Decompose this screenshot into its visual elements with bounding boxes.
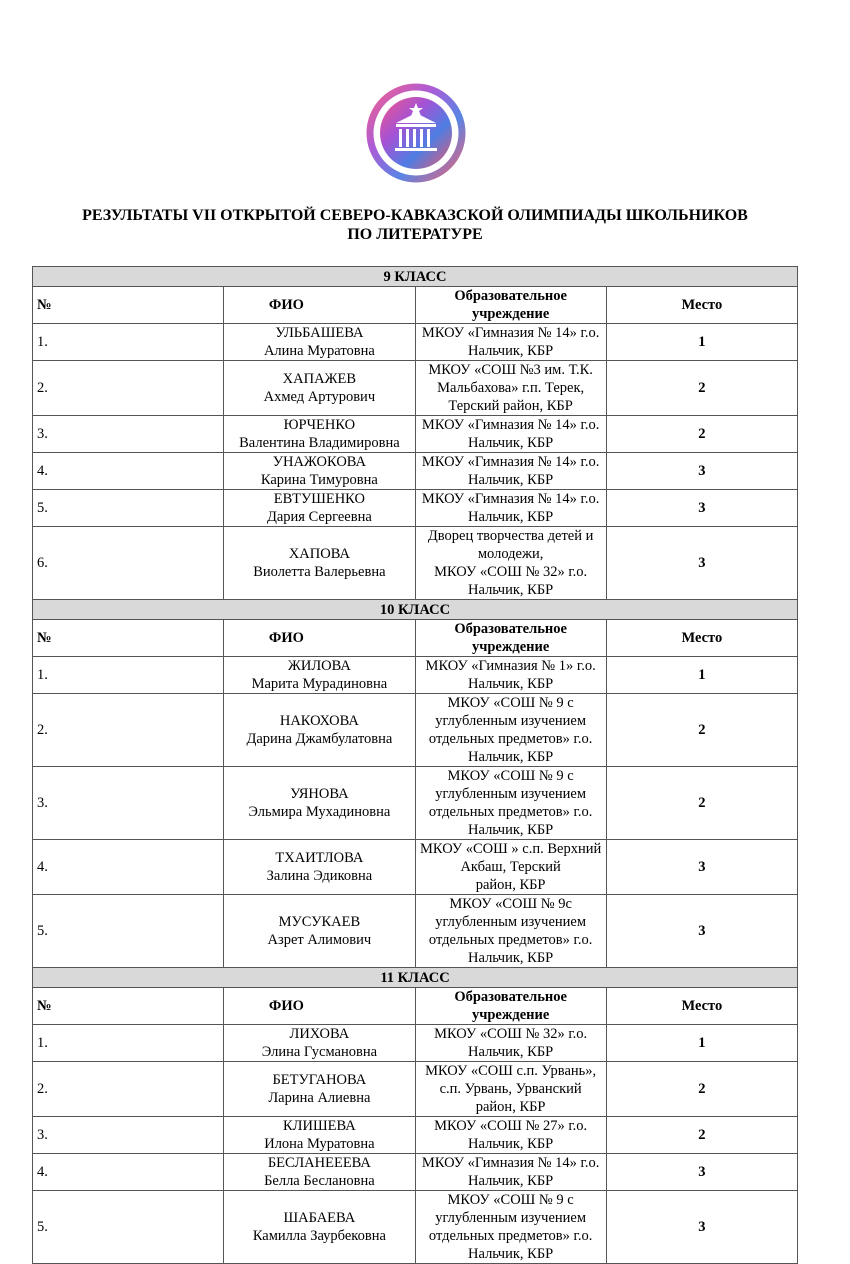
section-title: 9 КЛАСС bbox=[33, 267, 798, 287]
participant-fio bbox=[224, 324, 415, 361]
participant-given-name: Дарина Джамбулатовна bbox=[246, 731, 393, 747]
participant-surname: ЮРЧЕНКО bbox=[283, 417, 356, 433]
row-number: 1. bbox=[33, 657, 224, 694]
section-title: 10 КЛАСС bbox=[33, 600, 798, 620]
participant-surname: УЯНОВА bbox=[290, 786, 349, 802]
row-number: 3. bbox=[33, 767, 224, 840]
participant-given-name: Виолетта Валерьевна bbox=[253, 564, 386, 580]
col-header-fio: ФИО bbox=[224, 988, 415, 1025]
place-value: 1 bbox=[606, 657, 797, 694]
title-line-1: РЕЗУЛЬТАТЫ VII ОТКРЫТОЙ СЕВЕРО-КАВКАЗСКОЙ ОЛИМПИАДЫ ШКОЛЬНИКОВ bbox=[82, 207, 748, 224]
institution bbox=[415, 1117, 606, 1154]
row-number: 4. bbox=[33, 1154, 224, 1191]
place-value: 2 bbox=[606, 1062, 797, 1117]
institution bbox=[415, 694, 606, 767]
col-header-fio: ФИО bbox=[224, 287, 415, 324]
participant-surname: УНАЖОКОВА bbox=[272, 454, 367, 470]
institution-line: МКОУ «СОШ №3 им. Т.К. Мальбахова» г.п. Терек, bbox=[428, 362, 593, 396]
table-row bbox=[33, 416, 798, 453]
place-value: 3 bbox=[606, 490, 797, 527]
participant-fio bbox=[224, 1154, 415, 1191]
institution-line: МКОУ «Гимназия № 14» г.о. Нальчик, КБР bbox=[421, 1155, 600, 1189]
row-number: 3. bbox=[33, 416, 224, 453]
participant-surname: МУСУКАЕВ bbox=[278, 914, 361, 930]
place-value: 2 bbox=[606, 767, 797, 840]
participant-given-name: Азрет Алимович bbox=[267, 932, 372, 948]
participant-given-name: Илона Муратовна bbox=[264, 1136, 375, 1152]
place-value: 3 bbox=[606, 1154, 797, 1191]
table-row bbox=[33, 1191, 798, 1264]
place-value: 2 bbox=[606, 1117, 797, 1154]
col-header-num: № bbox=[33, 620, 224, 657]
table-row bbox=[33, 1025, 798, 1062]
participant-given-name: Белла Беслановна bbox=[264, 1173, 375, 1189]
row-number: 2. bbox=[33, 1062, 224, 1117]
participant-fio bbox=[224, 490, 415, 527]
col-header-fio: ФИО bbox=[224, 620, 415, 657]
participant-fio bbox=[224, 453, 415, 490]
place-value: 2 bbox=[606, 694, 797, 767]
row-number: 5. bbox=[33, 895, 224, 968]
participant-fio bbox=[224, 694, 415, 767]
section-title: 11 КЛАСС bbox=[33, 968, 798, 988]
participant-fio bbox=[224, 1191, 415, 1264]
institution-line: МКОУ «СОШ № 32» г.о. Нальчик, КБР bbox=[434, 564, 588, 598]
participant-surname: ТХАИТЛОВА bbox=[275, 850, 364, 866]
table-row bbox=[33, 1154, 798, 1191]
participant-surname: БЕТУГАНОВА bbox=[272, 1072, 367, 1088]
institution-line: МКОУ «СОШ № 9с углубленным изучением bbox=[435, 896, 587, 930]
place-value: 3 bbox=[606, 840, 797, 895]
col-header-org: Образовательное учреждение bbox=[415, 620, 606, 657]
document-title bbox=[32, 206, 798, 244]
participant-surname: ЕВТУШЕНКО bbox=[273, 491, 365, 507]
participant-given-name: Залина Эдиковна bbox=[266, 868, 373, 884]
table-row bbox=[33, 1062, 798, 1117]
institution bbox=[415, 1191, 606, 1264]
participant-given-name: Элина Гусмановна bbox=[261, 1044, 378, 1060]
participant-given-name: Валентина Владимировна bbox=[239, 435, 400, 451]
table-row bbox=[33, 767, 798, 840]
institution-line: отдельных предметов» г.о. Нальчик, КБР bbox=[428, 1228, 593, 1262]
place-value: 3 bbox=[606, 895, 797, 968]
institution-line: МКОУ «Гимназия № 1» г.о. Нальчик, КБР bbox=[425, 658, 596, 692]
col-header-num: № bbox=[33, 988, 224, 1025]
university-logo bbox=[366, 83, 466, 183]
institution bbox=[415, 361, 606, 416]
institution bbox=[415, 453, 606, 490]
table-row bbox=[33, 895, 798, 968]
section-grade-11 bbox=[33, 968, 798, 1264]
institution bbox=[415, 895, 606, 968]
row-number: 2. bbox=[33, 694, 224, 767]
title-line-2: ПО ЛИТЕРАТУРЕ bbox=[347, 226, 483, 243]
institution bbox=[415, 490, 606, 527]
row-number: 1. bbox=[33, 324, 224, 361]
section-grade-9 bbox=[33, 267, 798, 600]
results-table bbox=[32, 266, 798, 1264]
table-row bbox=[33, 527, 798, 600]
institution-line: МКОУ «СОШ № 27» г.о. Нальчик, КБР bbox=[434, 1118, 588, 1152]
row-number: 4. bbox=[33, 840, 224, 895]
participant-given-name: Эльмира Мухадиновна bbox=[248, 804, 391, 820]
col-header-org: Образовательное учреждение bbox=[415, 988, 606, 1025]
participant-given-name: Марита Мурадиновна bbox=[251, 676, 388, 692]
place-value: 3 bbox=[606, 453, 797, 490]
institution-line: отдельных предметов» г.о. Нальчик, КБР bbox=[428, 932, 593, 966]
institution bbox=[415, 324, 606, 361]
row-number: 4. bbox=[33, 453, 224, 490]
table-row bbox=[33, 657, 798, 694]
place-value: 2 bbox=[606, 361, 797, 416]
institution-line: Дворец творчества детей и молодежи, bbox=[427, 528, 594, 562]
participant-surname: ШАБАЕВА bbox=[283, 1210, 356, 1226]
participant-fio bbox=[224, 1117, 415, 1154]
col-header-place: Место bbox=[606, 988, 797, 1025]
participant-fio bbox=[224, 895, 415, 968]
table-row bbox=[33, 694, 798, 767]
institution bbox=[415, 416, 606, 453]
row-number: 6. bbox=[33, 527, 224, 600]
table-row bbox=[33, 324, 798, 361]
table-row bbox=[33, 361, 798, 416]
participant-surname: БЕСЛАНЕЕЕВА bbox=[267, 1155, 371, 1171]
institution-line: отдельных предметов» г.о. Нальчик, КБР bbox=[428, 804, 593, 838]
institution-line: МКОУ «Гимназия № 14» г.о. Нальчик, КБР bbox=[421, 454, 600, 488]
col-header-place: Место bbox=[606, 620, 797, 657]
institution bbox=[415, 1154, 606, 1191]
institution-line: МКОУ «Гимназия № 14» г.о. Нальчик, КБР bbox=[421, 417, 600, 451]
participant-given-name: Карина Тимуровна bbox=[260, 472, 378, 488]
row-number: 5. bbox=[33, 490, 224, 527]
institution bbox=[415, 527, 606, 600]
table-row bbox=[33, 840, 798, 895]
row-number: 2. bbox=[33, 361, 224, 416]
institution-line: МКОУ «СОШ № 9 с углубленным изучением bbox=[435, 695, 587, 729]
col-header-num: № bbox=[33, 287, 224, 324]
participant-fio bbox=[224, 361, 415, 416]
participant-fio bbox=[224, 657, 415, 694]
institution bbox=[415, 657, 606, 694]
participant-surname: ХАПОВА bbox=[288, 546, 350, 562]
table-row bbox=[33, 1117, 798, 1154]
row-number: 3. bbox=[33, 1117, 224, 1154]
participant-given-name: Алина Муратовна bbox=[263, 343, 375, 359]
table-row bbox=[33, 453, 798, 490]
participant-surname: ЛИХОВА bbox=[289, 1026, 350, 1042]
row-number: 5. bbox=[33, 1191, 224, 1264]
institution-line: район, КБР bbox=[475, 877, 546, 893]
institution-line: МКОУ «СОШ » с.п. Верхний Акбаш, Терский bbox=[420, 841, 602, 875]
participant-fio bbox=[224, 1025, 415, 1062]
place-value: 3 bbox=[606, 527, 797, 600]
participant-given-name: Ларина Алиевна bbox=[268, 1090, 371, 1106]
participant-fio bbox=[224, 840, 415, 895]
participant-fio bbox=[224, 767, 415, 840]
institution-line: Терский район, КБР bbox=[448, 398, 573, 414]
participant-surname: КЛИШЕВА bbox=[283, 1118, 356, 1134]
place-value: 1 bbox=[606, 1025, 797, 1062]
participant-surname: ЖИЛОВА bbox=[287, 658, 351, 674]
participant-fio bbox=[224, 416, 415, 453]
participant-given-name: Камилла Заурбековна bbox=[252, 1228, 386, 1244]
institution bbox=[415, 1062, 606, 1117]
institution-line: с.п. Урвань, Урванский район, КБР bbox=[439, 1081, 582, 1115]
participant-surname: НАКОХОВА bbox=[279, 713, 359, 729]
participant-fio bbox=[224, 1062, 415, 1117]
col-header-org: Образовательное учреждение bbox=[415, 287, 606, 324]
institution-line: МКОУ «СОШ с.п. Урвань», bbox=[425, 1063, 597, 1079]
institution bbox=[415, 767, 606, 840]
institution-line: МКОУ «Гимназия № 14» г.о. Нальчик, КБР bbox=[421, 491, 600, 525]
section-grade-10 bbox=[33, 600, 798, 968]
place-value: 3 bbox=[606, 1191, 797, 1264]
participant-surname: ХАПАЖЕВ bbox=[282, 371, 357, 387]
institution bbox=[415, 1025, 606, 1062]
row-number: 1. bbox=[33, 1025, 224, 1062]
participant-fio bbox=[224, 527, 415, 600]
participant-surname: УЛЬБАШЕВА bbox=[275, 325, 364, 341]
col-header-place: Место bbox=[606, 287, 797, 324]
institution-line: МКОУ «СОШ № 32» г.о. Нальчик, КБР bbox=[434, 1026, 588, 1060]
institution-line: МКОУ «СОШ № 9 с углубленным изучением bbox=[435, 768, 587, 802]
table-row bbox=[33, 490, 798, 527]
institution bbox=[415, 840, 606, 895]
institution-line: МКОУ «Гимназия № 14» г.о. Нальчик, КБР bbox=[421, 325, 600, 359]
institution-line: МКОУ «СОШ № 9 с углубленным изучением bbox=[435, 1192, 587, 1226]
place-value: 1 bbox=[606, 324, 797, 361]
institution-line: отдельных предметов» г.о. Нальчик, КБР bbox=[428, 731, 593, 765]
participant-given-name: Дария Сергеевна bbox=[266, 509, 372, 525]
participant-given-name: Ахмед Артурович bbox=[263, 389, 376, 405]
place-value: 2 bbox=[606, 416, 797, 453]
